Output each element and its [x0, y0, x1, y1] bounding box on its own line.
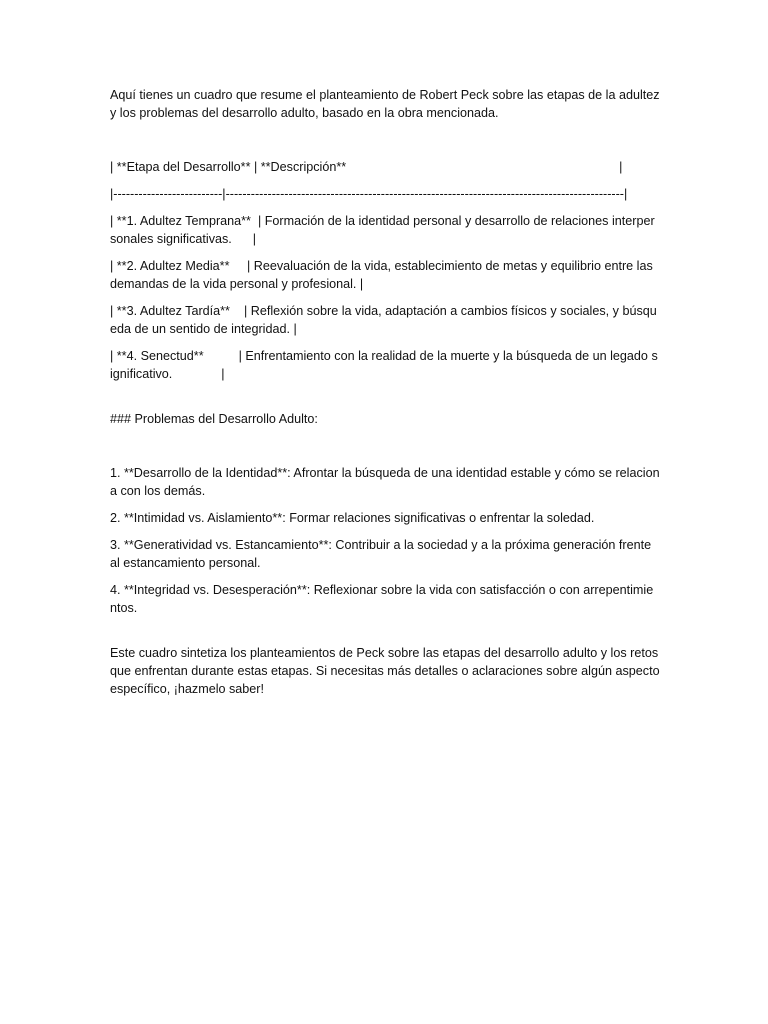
closing-paragraph: Este cuadro sintetiza los planteamientos de Peck sobre las etapas del desarrollo adulto y los retos que enfrentan durante estas etapas. Si necesitas más detalles o aclaraciones sobre algún aspecto específico, ¡hazmelo saber! — [110, 646, 664, 696]
intro-paragraph: Aquí tienes un cuadro que resume el planteamiento de Robert Peck sobre las etapas de la adultez y los problemas del desarrollo adulto, basado en la obra mencionada. — [110, 88, 664, 120]
table-row — [110, 347, 660, 383]
description-cell: | Formación de la identidad personal y desarrollo de relaciones interpersonales significativas. | — [110, 214, 655, 246]
list-item: 4. **Integridad vs. Desesperación**: Reflexionar sobre la vida con satisfacción o con arrepentimientos. — [110, 583, 654, 615]
stage-cell: | **1. Adultez Temprana** — [110, 214, 258, 228]
description-cell: | Reflexión sobre la vida, adaptación a cambios físicos y sociales, y búsqueda de un sentido de integridad. | — [110, 304, 657, 336]
table-row — [110, 302, 660, 338]
table-row — [110, 212, 660, 248]
list-item: 1. **Desarrollo de la Identidad**: Afrontar la búsqueda de una identidad estable y cómo se relaciona con los demás. — [110, 466, 660, 498]
document-page — [110, 86, 664, 698]
description-cell: | Enfrentamiento con la realidad de la muerte y la búsqueda de un legado significativo. | — [110, 349, 658, 381]
table-header-row: | **Etapa del Desarrollo** | **Descripción** | — [110, 160, 623, 174]
table-row — [110, 257, 660, 293]
list-item: 3. **Generatividad vs. Estancamiento**: Contribuir a la sociedad y a la próxima generación frente al estancamiento personal. — [110, 538, 655, 570]
list-item: 2. **Intimidad vs. Aislamiento**: Formar relaciones significativas o enfrentar la soledad. — [110, 511, 595, 525]
stage-cell: | **2. Adultez Media** — [110, 259, 247, 273]
table-separator-row: |--------------------------|-----------------------------------------------------------------------------------------------| — [110, 187, 628, 201]
description-cell: | Reevaluación de la vida, establecimiento de metas y equilibrio entre las demandas de la vida personal y profesional. | — [110, 259, 657, 291]
stage-cell: | **4. Senectud** — [110, 349, 239, 363]
section-heading: ### Problemas del Desarrollo Adulto: — [110, 412, 318, 426]
stage-cell: | **3. Adultez Tardía** — [110, 304, 244, 318]
